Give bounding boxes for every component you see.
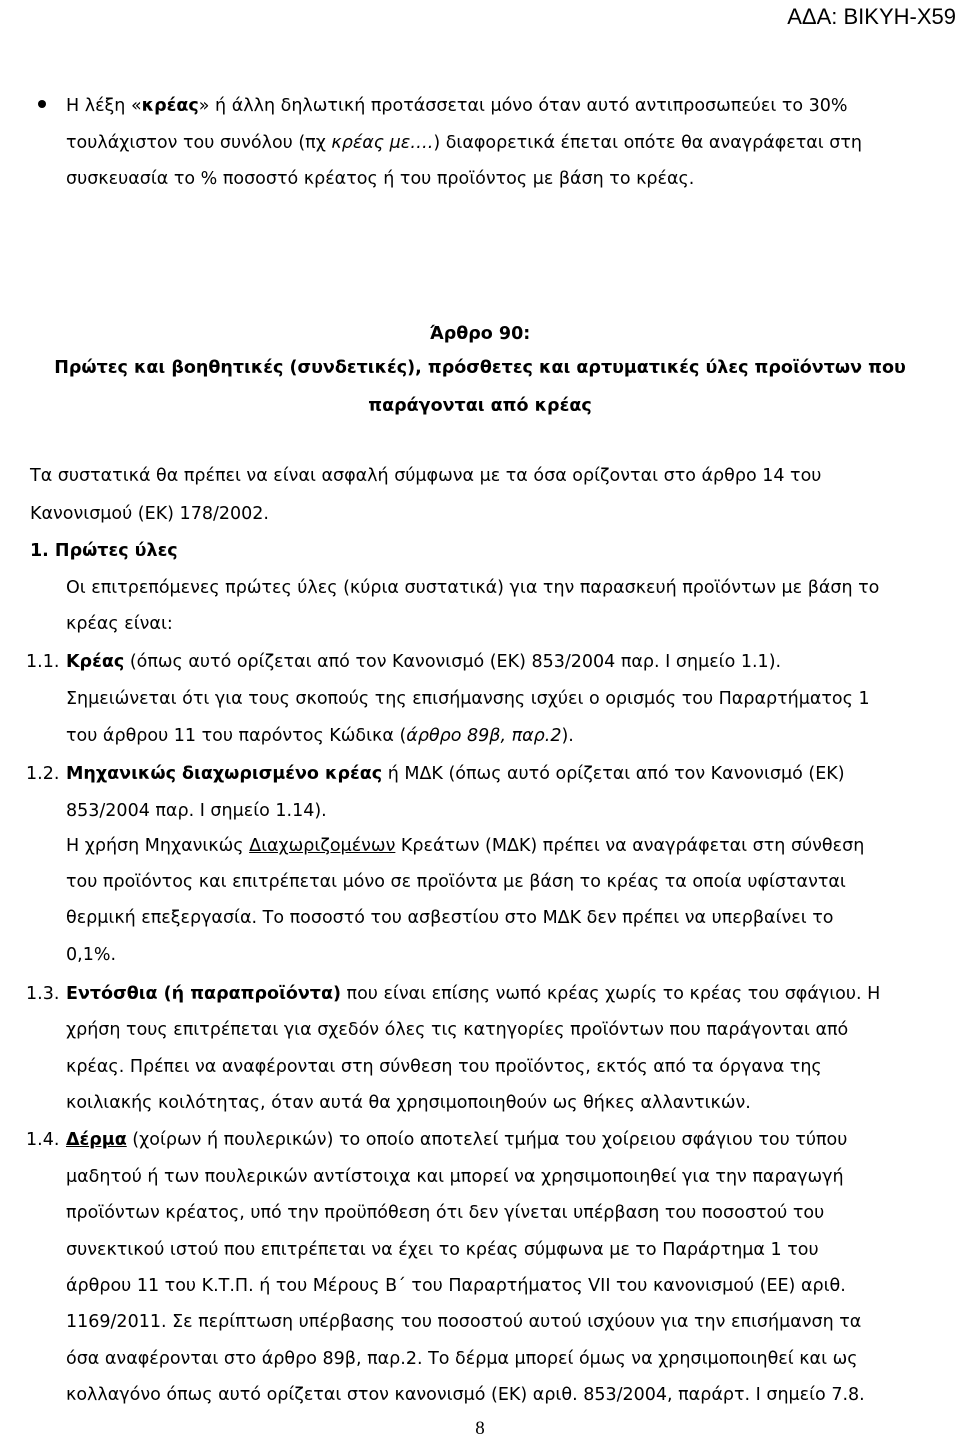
text: ή ΜΔΚ (όπως αυτό ορίζεται από τον Κανονισμό (ΕΚ) — [387, 764, 845, 784]
text: Η χρήση Μηχανικώς — [66, 836, 250, 856]
item-1-3-line-1 — [66, 982, 880, 1006]
item-1-3-line-4: κοιλιακής κοιλότητας, όταν αυτά θα χρησιμοποιηθούν ως θήκες αλλαντικών. — [66, 1093, 751, 1113]
item-1-4-line-1 — [66, 1128, 847, 1152]
text: » ή άλλη δηλωτική προτάσσεται μόνο όταν αυτό αντιπροσωπεύει το 30% — [198, 96, 848, 116]
page-number: 8 — [475, 1418, 485, 1439]
item-1-2-line-4: του προϊόντος και επιτρέπεται μόνο σε προϊόντα με βάση το κρέας τα οποία υφίστανται — [66, 872, 846, 892]
bullet-line-2 — [66, 131, 862, 155]
italic-term: κρέας με…. — [331, 133, 434, 153]
item-1-4-line-8: κολλαγόνο όπως αυτό ορίζεται στον κανονισμό (ΕΚ) αριθ. 853/2004, παράρτ. Ι σημείο 7.8. — [66, 1385, 865, 1405]
section-line-2: κρέας είναι: — [66, 614, 173, 634]
item-1-4-line-2: μαδητού ή των πουλερικών αντίστοιχα και μπορεί να χρησιμοποιηθεί για την παραγωγή — [66, 1167, 844, 1187]
item-1-2-line-3 — [66, 834, 864, 858]
section-heading: 1. Πρώτες ύλες — [30, 541, 178, 561]
item-number: 1.2. — [26, 764, 60, 784]
section-line-1: Οι επιτρεπόμενες πρώτες ύλες (κύρια συστατικά) για την παρασκευή προϊόντων με βάση το — [66, 578, 880, 598]
text: του άρθρου 11 του παρόντος Κώδικα ( — [66, 726, 407, 746]
text: (όπως αυτό ορίζεται από τον Κανονισμό (ΕΚ) 853/2004 παρ. Ι σημείο 1.1). — [129, 652, 782, 672]
item-1-2-line-5: θερμική επεξεργασία. Το ποσοστό του ασβεστίου στο ΜΔΚ δεν πρέπει να υπερβαίνει το — [66, 908, 834, 928]
item-1-4-line-4: συνεκτικού ιστού που επιτρέπεται να έχει το κρέας σύμφωνα με το Παράρτημα 1 του — [66, 1240, 819, 1260]
text: ). — [561, 726, 574, 746]
underlined-text: Διαχωριζομένων — [249, 836, 396, 856]
item-1-2-line-1 — [66, 762, 845, 786]
italic-reference: άρθρο 89β, παρ.2 — [406, 726, 562, 746]
item-1-4-line-7: όσα αναφέρονται στο άρθρο 89β, παρ.2. Το δέρμα μπορεί όμως να χρησιμοποιηθεί και ως — [66, 1349, 858, 1369]
item-number: 1.1. — [26, 652, 60, 672]
bold-term: Κρέας — [66, 652, 125, 672]
text: ) διαφορετικά έπεται οπότε θα αναγράφεται στη — [433, 133, 863, 153]
bullet-line-1 — [66, 94, 848, 118]
bold-term: Εντόσθια (ή παραπροϊόντα) — [66, 984, 341, 1004]
bullet-line-3: συσκευασία το % ποσοστό κρέατος ή του προϊόντος με βάση το κρέας. — [66, 169, 695, 189]
item-1-1-line-2: Σημειώνεται ότι για τους σκοπούς της επισήμανσης ισχύει ο ορισμός του Παραρτήματος 1 — [66, 689, 870, 709]
text: Κρεάτων (ΜΔΚ) πρέπει να αναγράφεται στη σύνθεση — [395, 836, 865, 856]
text: τουλάχιστον του συνόλου (πχ — [66, 133, 332, 153]
text: (χοίρων ή πουλερικών) το οποίο αποτελεί τμήμα του χοίρειου σφάγιου του τύπου — [132, 1130, 848, 1150]
item-1-1-line-3 — [66, 724, 574, 748]
item-1-4-line-3: προϊόντων κρέατος, υπό την προϋπόθεση ότι δεν γίνεται υπέρβαση του ποσοστού του — [66, 1203, 825, 1223]
intro-line-2: Κανονισμού (ΕΚ) 178/2002. — [30, 504, 269, 524]
item-1-3-line-3: κρέας. Πρέπει να αναφέρονται στη σύνθεση του προϊόντος, εκτός από τα όργανα της — [66, 1057, 822, 1077]
item-1-4-line-5: άρθρου 11 του Κ.Τ.Π. ή του Μέρους Β΄ του Παραρτήματος VII του κανονισμού (ΕΕ) αριθ. — [66, 1276, 846, 1296]
item-number: 1.4. — [26, 1130, 60, 1150]
document-reference-code: ΑΔΑ: ΒΙΚΥΗ-Χ59 — [787, 4, 956, 29]
text: Η λέξη « — [66, 96, 142, 116]
article-subtitle-line-2: παράγονται από κρέας — [368, 396, 592, 416]
item-1-1-line-1 — [66, 650, 781, 674]
text: που είναι επίσης νωπό κρέας χωρίς το κρέας του σφάγιου. Η — [346, 984, 881, 1004]
bold-term: κρέας — [141, 96, 199, 116]
bullet-dot — [38, 100, 46, 108]
bold-term: Δέρμα — [66, 1130, 127, 1150]
article-subtitle-line-1: Πρώτες και βοηθητικές (συνδετικές), πρόσθετες και αρτυματικές ύλες προϊόντων που — [54, 358, 906, 378]
item-1-4-line-6: 1169/2011. Σε περίπτωση υπέρβασης του ποσοστού αυτού ισχύουν για την επισήμανση τα — [66, 1312, 862, 1332]
item-1-3-line-2: χρήση τους επιτρέπεται για σχεδόν όλες τις κατηγορίες προϊόντων που παράγονται από — [66, 1020, 849, 1040]
item-number: 1.3. — [26, 984, 60, 1004]
article-title: Άρθρο 90: — [429, 324, 531, 344]
intro-line-1: Τα συστατικά θα πρέπει να είναι ασφαλή σύμφωνα με τα όσα ορίζονται στο άρθρο 14 του — [30, 466, 822, 486]
item-1-2-line-6: 0,1%. — [66, 945, 117, 965]
item-1-2-line-2: 853/2004 παρ. Ι σημείο 1.14). — [66, 801, 327, 821]
bold-term: Μηχανικώς διαχωρισμένο κρέας — [66, 764, 383, 784]
